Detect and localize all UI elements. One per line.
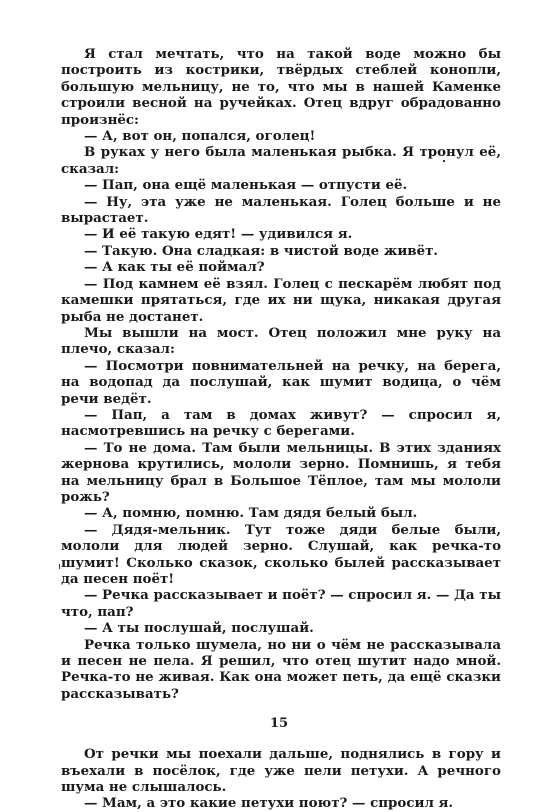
paragraph: — А как ты её поймал? bbox=[84, 259, 265, 276]
paragraph: От речки мы поехали дальше, поднялись в гору и въехали в посёлок, где уже пели петухи. А речного шума не слышалось. bbox=[61, 746, 501, 796]
paragraph: Я стал мечтать, что на такой воде можно бы построить из кострики, твёрдых стеблей конопли, большую мельницу, не то, что мы в нашей Каменке строили весной на ручейках. Отец вдруг обрадованно произнёс: bbox=[61, 46, 501, 128]
print-speck bbox=[59, 564, 60, 569]
paragraph: — Речка рассказывает и поёт? — спросил я. — Да ты что, пап? bbox=[61, 587, 501, 620]
paragraph: — Пап, а там в домах живут? — спросил я, насмотревшись на речку с берегами. bbox=[61, 406, 501, 440]
paragraph: — Посмотри повнимательней на речку, на берега, на водопад да послушай, как шумит водица, о чём речи ведёт. bbox=[61, 357, 501, 407]
paragraph: — То не дома. Там были мельницы. В этих зданиях жернова крутились, мололи зерно. Помнишь, я тебя на мельницу брал в Большое Тёплое, там мы мололи рожь? bbox=[61, 439, 501, 505]
page-number: 15 bbox=[269, 716, 289, 731]
paragraph: — А ты послушай, послушай. bbox=[84, 620, 314, 637]
paragraph: В руках у него была маленькая рыбка. Я тронул её, сказал: bbox=[61, 144, 501, 177]
paragraph: — Ну, эта уже не маленькая. Голец больше и не вырастает. bbox=[61, 193, 501, 227]
paragraph: — А, помню, помню. Там дядя белый был. bbox=[84, 505, 418, 522]
print-speck bbox=[443, 160, 445, 162]
body-text bbox=[61, 46, 501, 812]
paragraph: Мы вышли на мост. Отец положил мне руку на плечо, сказал: bbox=[61, 324, 501, 358]
paragraph: — Такую. Она сладкая: в чистой воде живёт. bbox=[84, 242, 439, 259]
paragraph: — И её такую едят! — удивился я. bbox=[84, 226, 353, 243]
paragraph: — Мам, а это какие петухи поют? — спросил я. bbox=[84, 795, 454, 812]
paragraph: Речка только шумела, но ни о чём не рассказывала и песен не пела. Я решил, что отец шутит надо мной. Речка-то не живая. Как она может петь, да ещё сказки рассказывать? bbox=[61, 636, 501, 702]
paragraph: — Пап, она ещё маленькая — отпусти её. bbox=[84, 177, 408, 194]
paragraph: — Дядя-мельник. Тут тоже дяди белые были, мололи для людей зерно. Слушай, как речка-то шумит! Сколько сказок, сколько былей рассказывает да песен поёт! bbox=[61, 521, 501, 587]
paragraph: — А, вот он, попался, оголец! bbox=[84, 128, 316, 145]
paragraph: — Под камнем её взял. Голец с пескарём любят под камешки прятаться, где их ни щука, никакая другая рыба не достанет. bbox=[61, 275, 501, 325]
